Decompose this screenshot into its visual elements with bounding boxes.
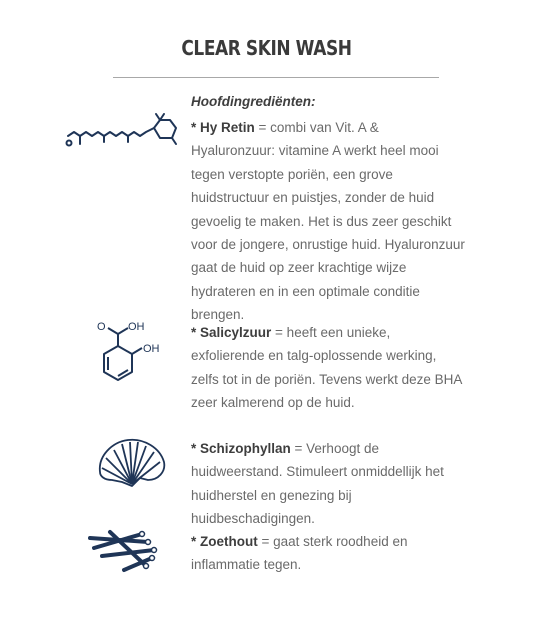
- ingredient-description: = combi van Vit. A & Hyaluronzuur: vitamine A werkt heel mooi tegen verstopte poriën, een grove huidstructuur en puistjes, zonder de huid gevoelig te maken. Het is dus zeer geschikt voor de jongere, onrustige huid. Hyaluronzuur gaat de huid op zeer krachtige wijze hydrateren en in een optimale conditie brengen.: [191, 120, 465, 323]
- ingredients-heading: Hoofdingrediënten:: [191, 94, 316, 109]
- licorice-root-icon: [84, 526, 162, 576]
- title-divider: [113, 77, 439, 78]
- mushroom-icon: [94, 436, 168, 490]
- ingredient-name: * Schizophyllan: [191, 441, 291, 456]
- ingredient-description: = heeft een unieke, exfolierende en talg-oplossende werking, zelfs tot in de poriën. Tevens werkt deze BHA zeer kalmerend op de huid.: [191, 325, 462, 411]
- oxygen-label: O: [97, 321, 106, 333]
- ingredient-name: * Hy Retin: [191, 120, 255, 135]
- ingredient-description: = gaat sterk roodheid en inflammatie tegen.: [191, 534, 408, 573]
- page-title: CLEAR SKIN WASH: [181, 36, 352, 60]
- ingredient-name: * Zoethout: [191, 534, 258, 549]
- ingredient-name: * Salicylzuur: [191, 325, 272, 340]
- salicylic-acid-molecule-icon: [96, 318, 166, 390]
- ingredient-hy-retin: [191, 116, 466, 327]
- retinol-molecule-icon: [64, 112, 182, 160]
- ingredient-zoethout: [191, 530, 466, 577]
- ingredient-salicylzuur: [191, 321, 466, 415]
- ingredient-schizophyllan: [191, 437, 466, 531]
- hydroxyl-label: OH: [128, 321, 145, 333]
- hydroxyl-label: OH: [143, 343, 160, 355]
- ingredient-description: = Verhoogt de huidweerstand. Stimuleert onmiddellijk het huidherstel en genezing bij huidbeschadigingen.: [191, 441, 444, 527]
